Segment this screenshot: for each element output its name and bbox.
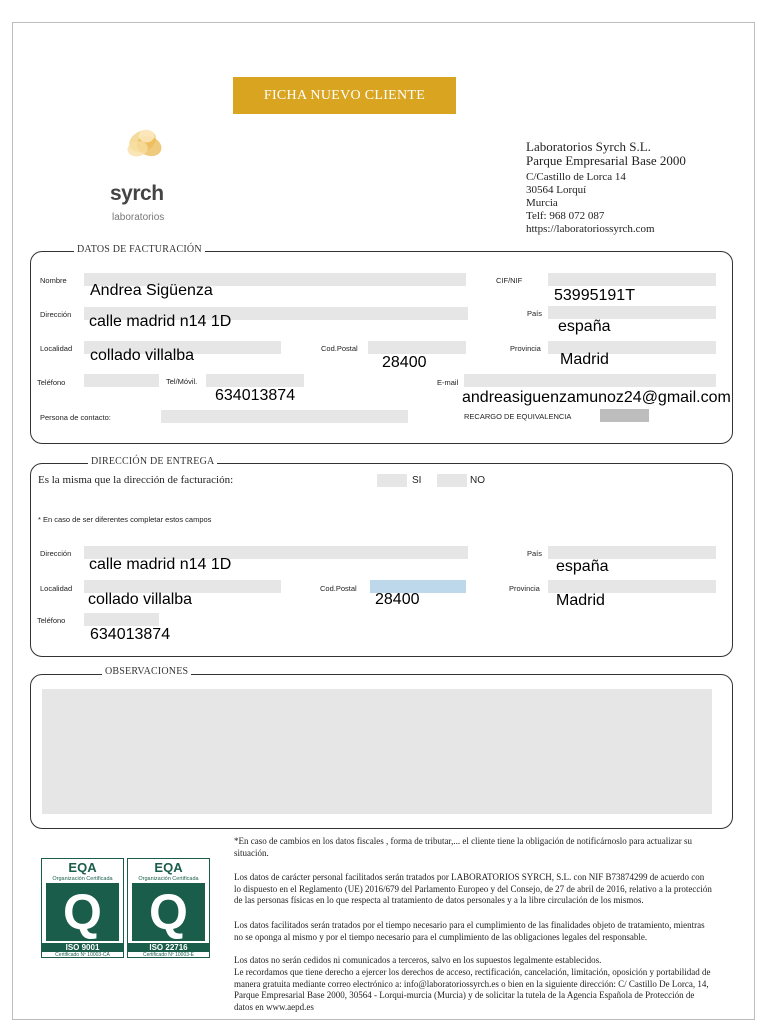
no-checkbox[interactable]	[437, 474, 467, 487]
delivery-note: * En caso de ser diferentes completar estos campos	[38, 515, 212, 524]
company-web[interactable]: https://laboratoriossyrch.com	[526, 223, 655, 235]
eqa-q-icon: Q	[46, 883, 119, 941]
del-telefono-field[interactable]	[84, 613, 159, 626]
observations-textarea[interactable]	[42, 689, 712, 814]
company-name: Laboratorios Syrch S.L.	[526, 139, 651, 154]
email-field[interactable]	[464, 374, 716, 387]
cert-number: Certificado Nº 10003-E	[142, 952, 195, 958]
eqa-brand: EQA	[68, 860, 97, 875]
eqa-q-icon: Q	[132, 883, 205, 941]
company-phone: Telf: 968 072 087	[526, 210, 605, 222]
localidad-value: collado villalba	[90, 347, 195, 364]
cif-value: 53995191T	[554, 287, 635, 304]
same-address-question: Es la misma que la dirección de facturación:	[38, 474, 234, 486]
del-telefono-value: 634013874	[90, 626, 171, 643]
localidad-label: Localidad	[40, 344, 73, 353]
cert-number: Certificado Nº 10003-CA	[55, 952, 110, 958]
cert-iso22716	[127, 858, 210, 958]
movil-value: 634013874	[215, 387, 296, 404]
logo-subtitle: laboratorios	[112, 212, 165, 223]
del-localidad-label: Localidad	[40, 584, 73, 593]
nombre-label: Nombre	[40, 276, 67, 285]
footer-privacy-1: Los datos de carácter personal facilitados serán tratados por LABORATORIOS SYRCH, S.L. con NIF B73874299 de acuerdo con lo dispuesto en el Reglamento (UE) 2016/679 del Parlamento Europeo y del Consejo, de 27 de abril de 2016, relativo a la protección de las personas físicas en lo que respecta al tratamiento de datos personales y a la libre circulación de los mismos.	[234, 872, 712, 906]
cp-field[interactable]	[368, 341, 466, 354]
provincia-label: Provincia	[510, 344, 541, 353]
footer-privacy-2: Los datos facilitados serán tratados por el tiempo necesario para el cumplimiento de las finalidades objeto de tratamiento, mientras no se oponga al mismo y por el tiempo necesario para el cumplimiento de las obligaciones legales del responsable.	[234, 920, 705, 942]
company-park: Parque Empresarial Base 2000	[526, 153, 686, 168]
del-cp-label: Cod.Postal	[320, 584, 357, 593]
provincia-value: Madrid	[560, 351, 609, 368]
observations-legend: OBSERVACIONES	[102, 666, 191, 677]
del-direccion-value: calle madrid n14 1D	[89, 556, 232, 573]
direccion-value: calle madrid n14 1D	[89, 313, 232, 330]
footer-privacy-3: Los datos no serán cedidos ni comunicados a terceros, salvo en los supuestos legalmente establecidos.	[234, 955, 602, 965]
email-label: E-mail	[437, 378, 459, 387]
footer-fiscal-note: *En caso de cambios en los datos fiscales , forma de tributar,... el cliente tiene la obligación de notificárnoslo para actualizar su situación.	[234, 836, 692, 858]
del-cp-value: 28400	[375, 591, 420, 608]
contacto-field[interactable]	[161, 410, 408, 423]
del-localidad-value: collado villalba	[88, 591, 193, 608]
recargo-checkbox[interactable]	[600, 409, 649, 422]
pais-label: País	[527, 309, 543, 318]
company-street: C/Castillo de Lorca 14	[526, 171, 626, 183]
telefono-label: Teléfono	[37, 378, 66, 387]
company-info	[526, 140, 686, 236]
telefono-field[interactable]	[84, 374, 159, 387]
delivery-legend: DIRECCIÓN DE ENTREGA	[88, 456, 217, 467]
company-postal: 30564 Lorquí	[526, 184, 587, 196]
cert-iso: ISO 9001	[42, 943, 123, 952]
recargo-label: RECARGO DE EQUIVALENCIA	[464, 412, 572, 421]
direccion-label: Dirección	[40, 310, 72, 319]
contacto-label: Persona de contacto:	[40, 413, 111, 422]
eqa-brand: EQA	[154, 860, 183, 875]
movil-field[interactable]	[206, 374, 304, 387]
movil-label: Tel/Móvil.	[166, 377, 198, 386]
logo-wordmark: syrch	[110, 182, 164, 205]
del-pais-value: españa	[556, 558, 609, 575]
no-label: NO	[470, 475, 485, 486]
billing-legend: DATOS DE FACTURACIÓN	[74, 244, 205, 255]
del-direccion-label: Dirección	[40, 549, 72, 558]
cp-value: 28400	[382, 354, 427, 371]
nombre-value: Andrea Sigüenza	[90, 282, 213, 299]
del-provincia-label: Provincia	[509, 584, 540, 593]
email-value: andreasiguenzamunoz24@gmail.com	[462, 389, 731, 406]
cert-org: Organización Certificada	[138, 876, 199, 882]
cert-iso: ISO 22716	[128, 943, 209, 952]
del-telefono-label: Teléfono	[37, 616, 66, 625]
footer-privacy-4: Le recordamos que tiene derecho a ejercer los derechos de acceso, rectificación, cancelación, limitación, oposición y portabilidad de manera gratuita mediante correo electrónico a: info@laboratoriossyrch.es o bien en la siguiente dirección: C/ Castillo De Lorca, 14, Parque Empresarial Base 2000, 30564 - Lorqui-murcia (Murcia) y de solicitar la tutela de la Agencia Española de Protección de datos en www.aepd.es	[234, 967, 711, 1012]
si-label: SI	[412, 475, 422, 486]
cp-label: Cod.Postal	[321, 344, 358, 353]
cert-iso9001	[41, 858, 124, 958]
cif-label: CIF/NIF	[496, 276, 523, 285]
del-pais-label: País	[527, 549, 543, 558]
company-region: Murcia	[526, 197, 558, 209]
del-provincia-value: Madrid	[556, 592, 605, 609]
cif-field[interactable]	[548, 273, 716, 286]
cert-org: Organización Certificada	[52, 876, 113, 882]
si-checkbox[interactable]	[377, 474, 407, 487]
pais-value: españa	[558, 318, 611, 335]
form-title: FICHA NUEVO CLIENTE	[233, 77, 456, 114]
